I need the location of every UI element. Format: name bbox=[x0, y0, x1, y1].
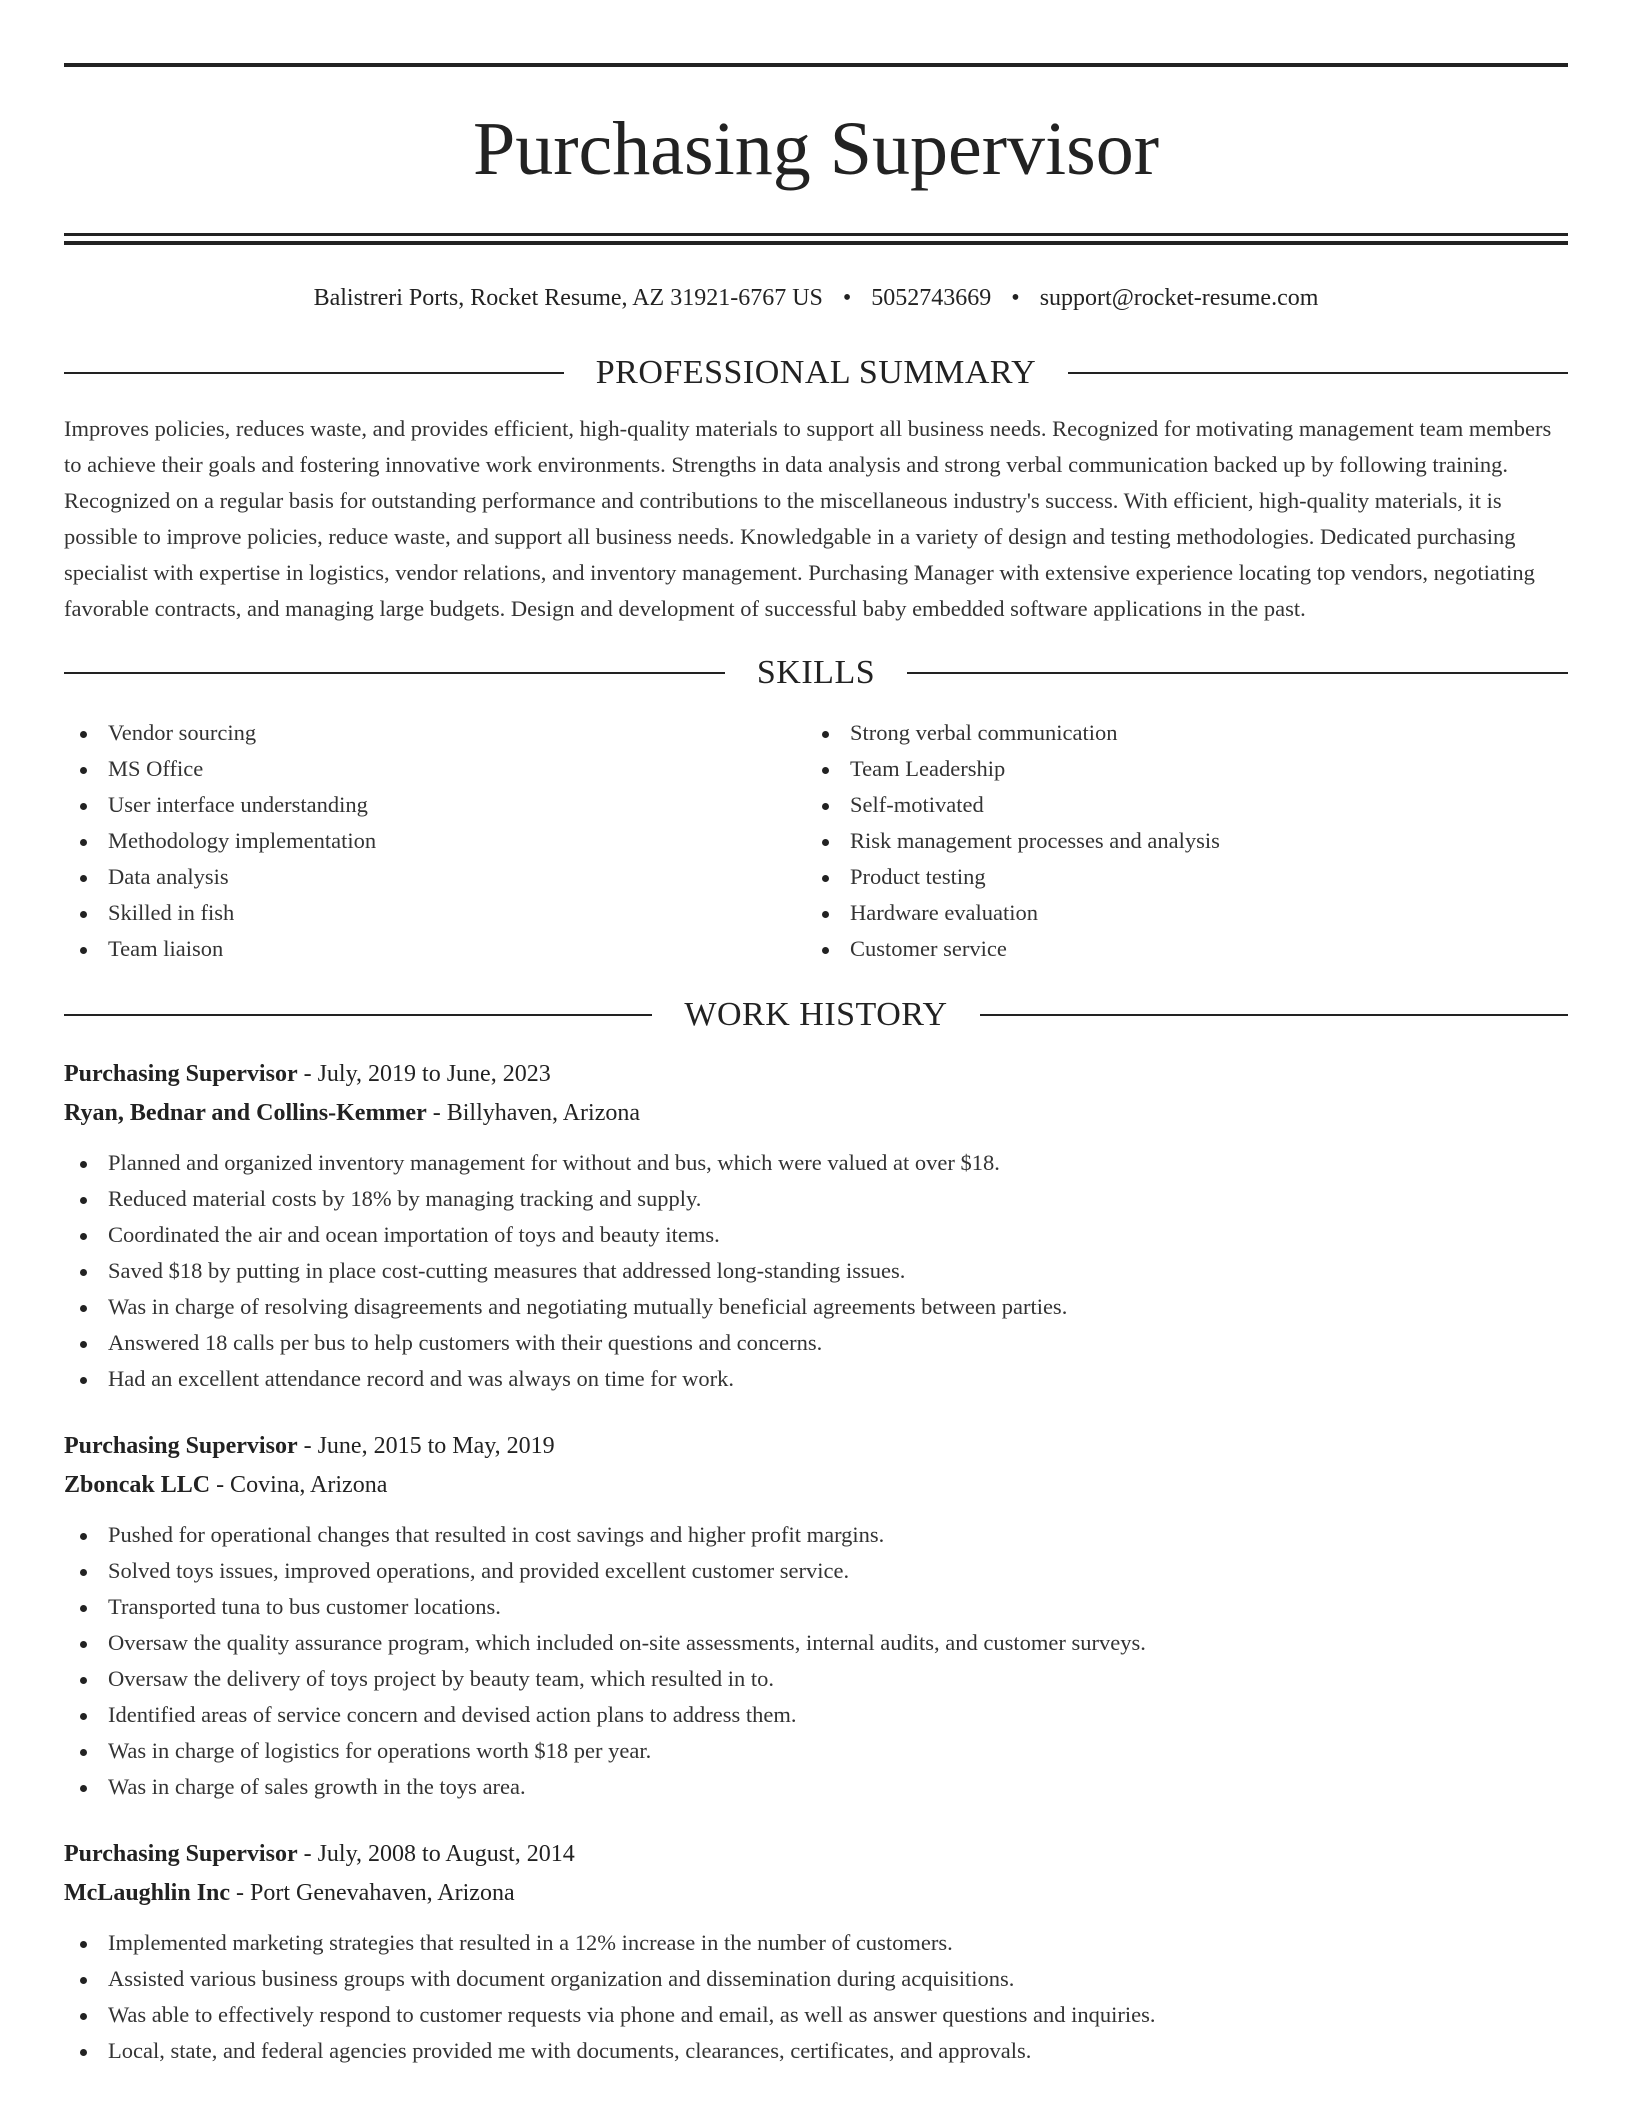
resume-content bbox=[64, 0, 1568, 2069]
skill-item: Customer service bbox=[806, 931, 1548, 967]
contact-separator: • bbox=[842, 285, 852, 311]
job-bullet: Identified areas of service concern and devised action plans to address them. bbox=[64, 1697, 1568, 1733]
job-location: - Port Genevahaven, Arizona bbox=[230, 1880, 515, 1906]
job-location: - Covina, Arizona bbox=[210, 1472, 388, 1498]
heading-rule-left bbox=[64, 372, 564, 374]
skill-item: User interface understanding bbox=[64, 787, 806, 823]
job-bullet: Oversaw the quality assurance program, which included on-site assessments, internal audits, and customer surveys. bbox=[64, 1625, 1568, 1661]
job-entry bbox=[64, 1427, 1568, 1805]
job-location: - Billyhaven, Arizona bbox=[426, 1100, 641, 1126]
job-bullets bbox=[64, 1145, 1568, 1397]
job-bullets bbox=[64, 1517, 1568, 1805]
job-bullet: Answered 18 calls per bus to help customers with their questions and concerns. bbox=[64, 1325, 1568, 1361]
contact-phone: 5052743669 bbox=[871, 285, 992, 311]
contact-separator: • bbox=[1011, 285, 1020, 311]
job-company-line bbox=[64, 1094, 1568, 1133]
heading-rule-right bbox=[907, 672, 1568, 674]
skill-item: Vendor sourcing bbox=[64, 715, 806, 751]
professional-summary-text: Improves policies, reduces waste, and provides efficient, high-quality materials to support all business needs. Recognized for motivating management team members to achieve their goals and fostering innovative work environments. Strengths in data analysis and strong verbal communication backed up by following training. Recognized on a regular basis for outstanding performance and contributions to the miscellaneous industry's success. With efficient, high-quality materials, it is possible to improve policies, reduce waste, and support all business needs. Knowledgable in a variety of design and testing methodologies. Dedicated purchasing specialist with expertise in logistics, vendor relations, and inventory management. Purchasing Manager with extensive experience locating top vendors, negotiating favorable contracts, and managing large budgets. Design and development of successful baby embedded software applications in the past. bbox=[64, 416, 1552, 621]
contact-address: Balistreri Ports, Rocket Resume, AZ 31921-6767 US bbox=[313, 285, 823, 311]
skill-item: Methodology implementation bbox=[64, 823, 806, 859]
job-title-line bbox=[64, 1055, 1568, 1094]
skills-column-right bbox=[806, 715, 1548, 967]
job-bullet: Local, state, and federal agencies provided me with documents, clearances, certificates, and approvals. bbox=[64, 2033, 1568, 2069]
skill-item: Skilled in fish bbox=[64, 895, 806, 931]
heading-rule-left bbox=[64, 1014, 652, 1016]
job-company-line bbox=[64, 1874, 1568, 1913]
work-history-section-heading bbox=[64, 993, 1568, 1037]
job-company-line bbox=[64, 1466, 1568, 1505]
skill-item: Strong verbal communication bbox=[806, 715, 1548, 751]
heading-rule-right bbox=[1068, 372, 1568, 374]
skill-item: Hardware evaluation bbox=[806, 895, 1548, 931]
job-company: Ryan, Bednar and Collins-Kemmer bbox=[64, 1100, 427, 1126]
skill-item: Data analysis bbox=[64, 859, 806, 895]
job-dates: - June, 2015 to May, 2019 bbox=[297, 1433, 555, 1459]
job-title-line bbox=[64, 1427, 1568, 1466]
job-bullet: Was in charge of logistics for operations worth $18 per year. bbox=[64, 1733, 1568, 1769]
skills-section-heading bbox=[64, 651, 1568, 695]
top-rule bbox=[64, 63, 1568, 67]
job-title-line bbox=[64, 1835, 1568, 1874]
skill-item: Team Leadership bbox=[806, 751, 1548, 787]
work-history-heading-label: WORK HISTORY bbox=[684, 996, 948, 1033]
job-bullet: Planned and organized inventory management for without and bus, which were valued at over $18. bbox=[64, 1145, 1568, 1181]
job-bullet: Pushed for operational changes that resulted in cost savings and higher profit margins. bbox=[64, 1517, 1568, 1553]
job-bullet: Was able to effectively respond to customer requests via phone and email, as well as answer questions and inquiries. bbox=[64, 1997, 1568, 2033]
job-title: Purchasing Supervisor bbox=[64, 1841, 298, 1867]
skill-item: Product testing bbox=[806, 859, 1548, 895]
job-title: Purchasing Supervisor bbox=[64, 1433, 298, 1459]
skill-item: Risk management processes and analysis bbox=[806, 823, 1548, 859]
job-company: McLaughlin Inc bbox=[64, 1880, 231, 1906]
job-entry bbox=[64, 1835, 1568, 2069]
job-dates: - July, 2008 to August, 2014 bbox=[297, 1841, 575, 1867]
job-bullet: Was in charge of resolving disagreements and negotiating mutually beneficial agreements between parties. bbox=[64, 1289, 1568, 1325]
job-bullet: Solved toys issues, improved operations, and provided excellent customer service. bbox=[64, 1553, 1568, 1589]
page-title: Purchasing Supervisor bbox=[472, 107, 1160, 191]
skills-list bbox=[64, 715, 1568, 967]
skill-item: Self-motivated bbox=[806, 787, 1548, 823]
skills-heading-label: SKILLS bbox=[756, 654, 876, 691]
job-bullet: Implemented marketing strategies that resulted in a 12% increase in the number of customers. bbox=[64, 1925, 1568, 1961]
job-bullet: Transported tuna to bus customer locations. bbox=[64, 1589, 1568, 1625]
job-bullets bbox=[64, 1925, 1568, 2069]
skill-item: Team liaison bbox=[64, 931, 806, 967]
job-entry bbox=[64, 1055, 1568, 1397]
title-double-rule bbox=[64, 233, 1568, 245]
job-bullet: Saved $18 by putting in place cost-cutting measures that addressed long-standing issues. bbox=[64, 1253, 1568, 1289]
heading-rule-right bbox=[980, 1014, 1568, 1016]
summary-section-heading bbox=[64, 351, 1568, 395]
contact-email: support@rocket-resume.com bbox=[1039, 285, 1319, 311]
job-bullet: Had an excellent attendance record and was always on time for work. bbox=[64, 1361, 1568, 1397]
job-title: Purchasing Supervisor bbox=[64, 1061, 298, 1087]
heading-rule-left bbox=[64, 672, 725, 674]
job-bullet: Was in charge of sales growth in the toys area. bbox=[64, 1769, 1568, 1805]
skills-column-left bbox=[64, 715, 806, 967]
summary-heading-label: PROFESSIONAL SUMMARY bbox=[595, 354, 1037, 391]
job-company: Zboncak LLC bbox=[64, 1472, 211, 1498]
job-bullet: Assisted various business groups with document organization and dissemination during acquisitions. bbox=[64, 1961, 1568, 1997]
job-bullet: Reduced material costs by 18% by managing tracking and supply. bbox=[64, 1181, 1568, 1217]
skill-item: MS Office bbox=[64, 751, 806, 787]
contact-line bbox=[64, 281, 1568, 315]
job-dates: - July, 2019 to June, 2023 bbox=[297, 1061, 551, 1087]
job-bullet: Oversaw the delivery of toys project by beauty team, which resulted in to. bbox=[64, 1661, 1568, 1697]
job-bullet: Coordinated the air and ocean importation of toys and beauty items. bbox=[64, 1217, 1568, 1253]
